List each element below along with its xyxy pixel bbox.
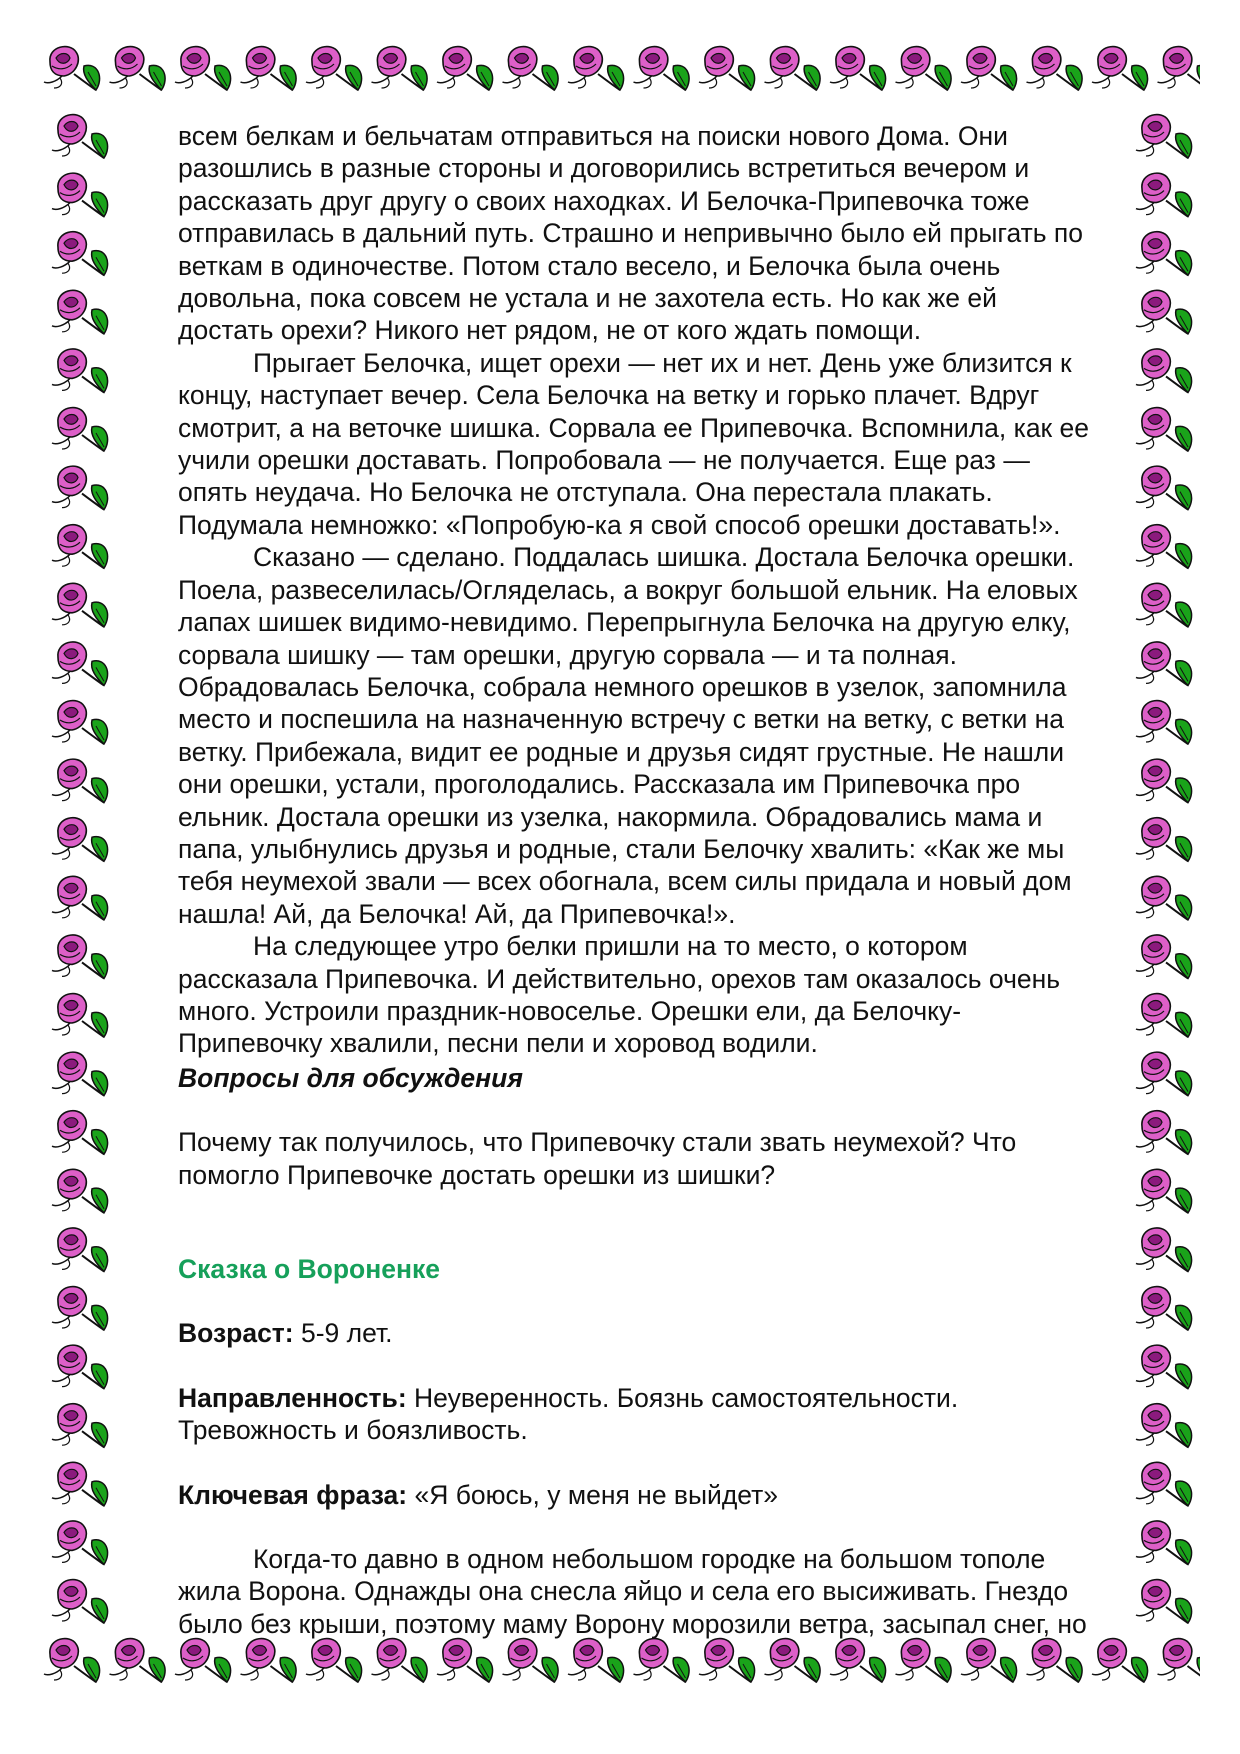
rose-with-leaf-icon — [241, 1639, 297, 1682]
tale-title: Сказка о Вороненке — [178, 1254, 440, 1284]
rose-with-leaf-icon — [52, 876, 108, 919]
rose-with-leaf-icon — [830, 1639, 886, 1682]
text-line: сорвала шишку — там орешки, другую сорвала — и та полная. — [178, 639, 957, 670]
text-line: ветку. Прибежала, видит ее родные и друзья сидят грустные. Не нашли — [178, 736, 1064, 767]
text-line: жила Ворона. Однажды она снесла яйцо и села его высиживать. Гнездо — [178, 1576, 1069, 1607]
text-line: тебя неумехой звали — всех обогнала, всем силы придала и новый дом — [178, 866, 1072, 897]
rose-with-leaf-icon — [896, 1639, 952, 1682]
rose-with-leaf-icon — [1136, 1052, 1192, 1095]
rose-with-leaf-icon — [52, 232, 108, 275]
question-line: помогло Припевочке достать орешки из шишки? — [178, 1159, 776, 1190]
rose-with-leaf-icon — [1136, 525, 1192, 568]
key-phrase-value: «Я боюсь, у меня не выйдет» — [407, 1479, 779, 1510]
text-line: всем белкам и бельчатам отправиться на поиски нового Дома. Они — [178, 121, 1008, 151]
text-line: они орешки, устали, проголодались. Рассказала им Припевочка про — [178, 769, 1021, 800]
rose-with-leaf-icon — [52, 1052, 108, 1095]
age-row — [178, 1317, 1138, 1349]
rose-with-leaf-icon — [1136, 466, 1192, 509]
text-line: нашла! Ай, да Белочка! Ай, да Припевочка!». — [178, 898, 736, 929]
text-line: Обрадовалась Белочка, собрала немного орешков в узелок, запомнила — [178, 671, 1067, 702]
rose-with-leaf-icon — [1092, 47, 1148, 90]
rose-with-leaf-icon — [1136, 1228, 1192, 1271]
rose-with-leaf-icon — [765, 47, 821, 90]
rose-with-leaf-icon — [961, 1639, 1017, 1682]
rose-with-leaf-icon — [52, 1462, 108, 1505]
rose-with-leaf-icon — [1136, 1580, 1192, 1623]
text-line: ельник. Достала орешки из узелка, накормила. Обрадовались мама и — [178, 801, 1043, 832]
focus-value: Неуверенность. Боязнь самостоятельности. — [406, 1382, 959, 1413]
rose-with-leaf-icon — [306, 47, 362, 90]
focus-label: Направленность: — [178, 1382, 407, 1413]
focus-value-continued: Тревожность и боязливость. — [178, 1415, 528, 1446]
rose-with-leaf-icon — [1136, 1521, 1192, 1564]
rose-with-leaf-icon — [1136, 349, 1192, 392]
rose-with-leaf-icon — [1136, 759, 1192, 802]
text-line: Поела, развеселилась/Огляделась, а вокруг большой ельник. На еловых — [178, 574, 1078, 605]
flower-border-top — [40, 38, 1200, 124]
key-phrase-label: Ключевая фраза: — [178, 1479, 408, 1510]
page-content — [178, 120, 1138, 1640]
rose-with-leaf-icon — [306, 1639, 362, 1682]
rose-with-leaf-icon — [52, 115, 108, 158]
rose-with-leaf-icon — [241, 47, 297, 90]
flower-border-left — [40, 112, 126, 1642]
text-line: место и поспешила на назначенную встречу с ветки на ветку, с ветки на — [178, 704, 1064, 735]
rose-with-leaf-icon — [896, 47, 952, 90]
rose-with-leaf-icon — [1136, 115, 1192, 158]
rose-with-leaf-icon — [765, 1639, 821, 1682]
text-line: достать орехи? Никого нет рядом, не от кого ждать помощи. — [178, 315, 922, 346]
rose-with-leaf-icon — [372, 47, 428, 90]
rose-with-leaf-icon — [1136, 290, 1192, 333]
tale-text — [178, 1543, 1138, 1640]
rose-with-leaf-icon — [52, 173, 108, 216]
text-line: концу, наступает вечер. Села Белочка на ветку и горько плачет. Вдруг — [178, 380, 1040, 411]
rose-with-leaf-icon — [175, 1639, 231, 1682]
text-line: Когда-то давно в одном небольшом городке на большом тополе — [253, 1544, 1046, 1575]
rose-with-leaf-icon — [634, 47, 690, 90]
rose-with-leaf-icon — [568, 47, 624, 90]
rose-with-leaf-icon — [52, 642, 108, 685]
text-line: было без крыши, поэтому маму Ворону морозили ветра, засыпал снег, но — [178, 1608, 1087, 1639]
rose-with-leaf-icon — [1136, 232, 1192, 275]
rose-with-leaf-icon — [1136, 583, 1192, 626]
rose-with-leaf-icon — [437, 47, 493, 90]
rose-with-leaf-icon — [52, 1111, 108, 1154]
text-line: Сказано — сделано. Поддалась шишка. Достала Белочка орешки. — [253, 542, 1075, 573]
rose-with-leaf-icon — [1136, 1345, 1192, 1388]
rose-with-leaf-icon — [52, 994, 108, 1037]
text-line: опять неудача. Но Белочка не отступала. Она перестала плакать. — [178, 477, 993, 508]
rose-with-leaf-icon — [52, 1228, 108, 1271]
rose-with-leaf-icon — [52, 408, 108, 451]
rose-with-leaf-icon — [52, 1580, 108, 1623]
rose-with-leaf-icon — [52, 701, 108, 744]
rose-with-leaf-icon — [1136, 935, 1192, 978]
rose-with-leaf-icon — [1027, 47, 1083, 90]
rose-with-leaf-icon — [961, 47, 1017, 90]
rose-with-leaf-icon — [1136, 173, 1192, 216]
rose-with-leaf-icon — [52, 1521, 108, 1564]
rose-with-leaf-icon — [503, 1639, 559, 1682]
text-line: довольна, пока совсем не устала и не захотела есть. Но как же ей — [178, 283, 997, 314]
text-line: Припевочку хвалили, песни пели и хоровод водили. — [178, 1028, 818, 1059]
rose-with-leaf-icon — [52, 349, 108, 392]
text-line: Прыгает Белочка, ищет орехи — нет их и нет. День уже близится к — [253, 347, 1072, 378]
focus-row — [178, 1382, 1138, 1414]
rose-with-leaf-icon — [1136, 701, 1192, 744]
rose-with-leaf-icon — [1136, 1404, 1192, 1447]
rose-with-leaf-icon — [110, 1639, 166, 1682]
rose-with-leaf-icon — [52, 525, 108, 568]
rose-with-leaf-icon — [699, 1639, 755, 1682]
rose-with-leaf-icon — [1092, 1639, 1148, 1682]
age-label: Возраст: — [178, 1318, 294, 1349]
rose-with-leaf-icon — [1136, 642, 1192, 685]
rose-with-leaf-icon — [44, 47, 100, 90]
flower-border-bottom — [40, 1630, 1200, 1716]
text-line: смотрит, а на веточке шишка. Сорвала ее Припевочка. Вспомнила, как ее — [178, 412, 1089, 443]
text-line: разошлись в разные стороны и договорились встретиться вечером и — [178, 153, 1030, 184]
rose-with-leaf-icon — [52, 818, 108, 861]
rose-with-leaf-icon — [1136, 1169, 1192, 1212]
rose-with-leaf-icon — [1136, 818, 1192, 861]
text-line: учили орешки доставать. Попробовала — не получается. Еще раз — — [178, 445, 1030, 476]
rose-with-leaf-icon — [52, 466, 108, 509]
text-line: На следующее утро белки пришли на то место, о котором — [253, 931, 968, 962]
text-line: лапах шишек видимо-невидимо. Перепрыгнула Белочка на другую елку, — [178, 607, 1071, 638]
rose-with-leaf-icon — [437, 1639, 493, 1682]
rose-with-leaf-icon — [52, 759, 108, 802]
text-line: много. Устроили праздник-новоселье. Орешки ели, да Белочку- — [178, 995, 962, 1026]
rose-with-leaf-icon — [372, 1639, 428, 1682]
rose-with-leaf-icon — [1136, 1287, 1192, 1330]
rose-with-leaf-icon — [699, 47, 755, 90]
text-line: отправилась в дальний путь. Страшно и непривычно было ей прыгать по — [178, 218, 1083, 249]
rose-with-leaf-icon — [52, 290, 108, 333]
rose-with-leaf-icon — [52, 583, 108, 626]
rose-with-leaf-icon — [44, 1639, 100, 1682]
rose-with-leaf-icon — [52, 1169, 108, 1212]
text-line: веткам в одиночестве. Потом стало весело, и Белочка была очень — [178, 250, 1001, 281]
rose-with-leaf-icon — [110, 47, 166, 90]
text-line: рассказать друг другу о своих находках. И Белочка-Припевочка тоже — [178, 185, 1030, 216]
age-value: 5-9 лет. — [293, 1318, 393, 1349]
rose-with-leaf-icon — [52, 1404, 108, 1447]
rose-with-leaf-icon — [52, 1287, 108, 1330]
rose-with-leaf-icon — [634, 1639, 690, 1682]
text-line: Подумала немножко: «Попробую-ка я свой способ орешки доставать!». — [178, 509, 1061, 540]
rose-with-leaf-icon — [1158, 47, 1201, 90]
rose-with-leaf-icon — [1136, 994, 1192, 1037]
text-line: папа, улыбнулись друзья и родные, стали Белочку хвалить: «Как же мы — [178, 833, 1065, 864]
rose-with-leaf-icon — [1136, 408, 1192, 451]
questions-heading: Вопросы для обсуждения — [178, 1062, 523, 1093]
story-continuation — [178, 120, 1138, 1060]
rose-with-leaf-icon — [503, 47, 559, 90]
rose-with-leaf-icon — [175, 47, 231, 90]
key-phrase-row — [178, 1479, 1138, 1511]
question-line: Почему так получилось, что Припевочку стали звать неумехой? Что — [178, 1127, 1017, 1158]
rose-with-leaf-icon — [830, 47, 886, 90]
rose-with-leaf-icon — [1136, 1111, 1192, 1154]
rose-with-leaf-icon — [1158, 1639, 1201, 1682]
rose-with-leaf-icon — [52, 935, 108, 978]
rose-with-leaf-icon — [568, 1639, 624, 1682]
rose-with-leaf-icon — [1136, 1462, 1192, 1505]
text-line: рассказала Припевочка. И действительно, орехов там оказалось очень — [178, 963, 1061, 994]
rose-with-leaf-icon — [1136, 876, 1192, 919]
rose-with-leaf-icon — [52, 1345, 108, 1388]
rose-with-leaf-icon — [1027, 1639, 1083, 1682]
